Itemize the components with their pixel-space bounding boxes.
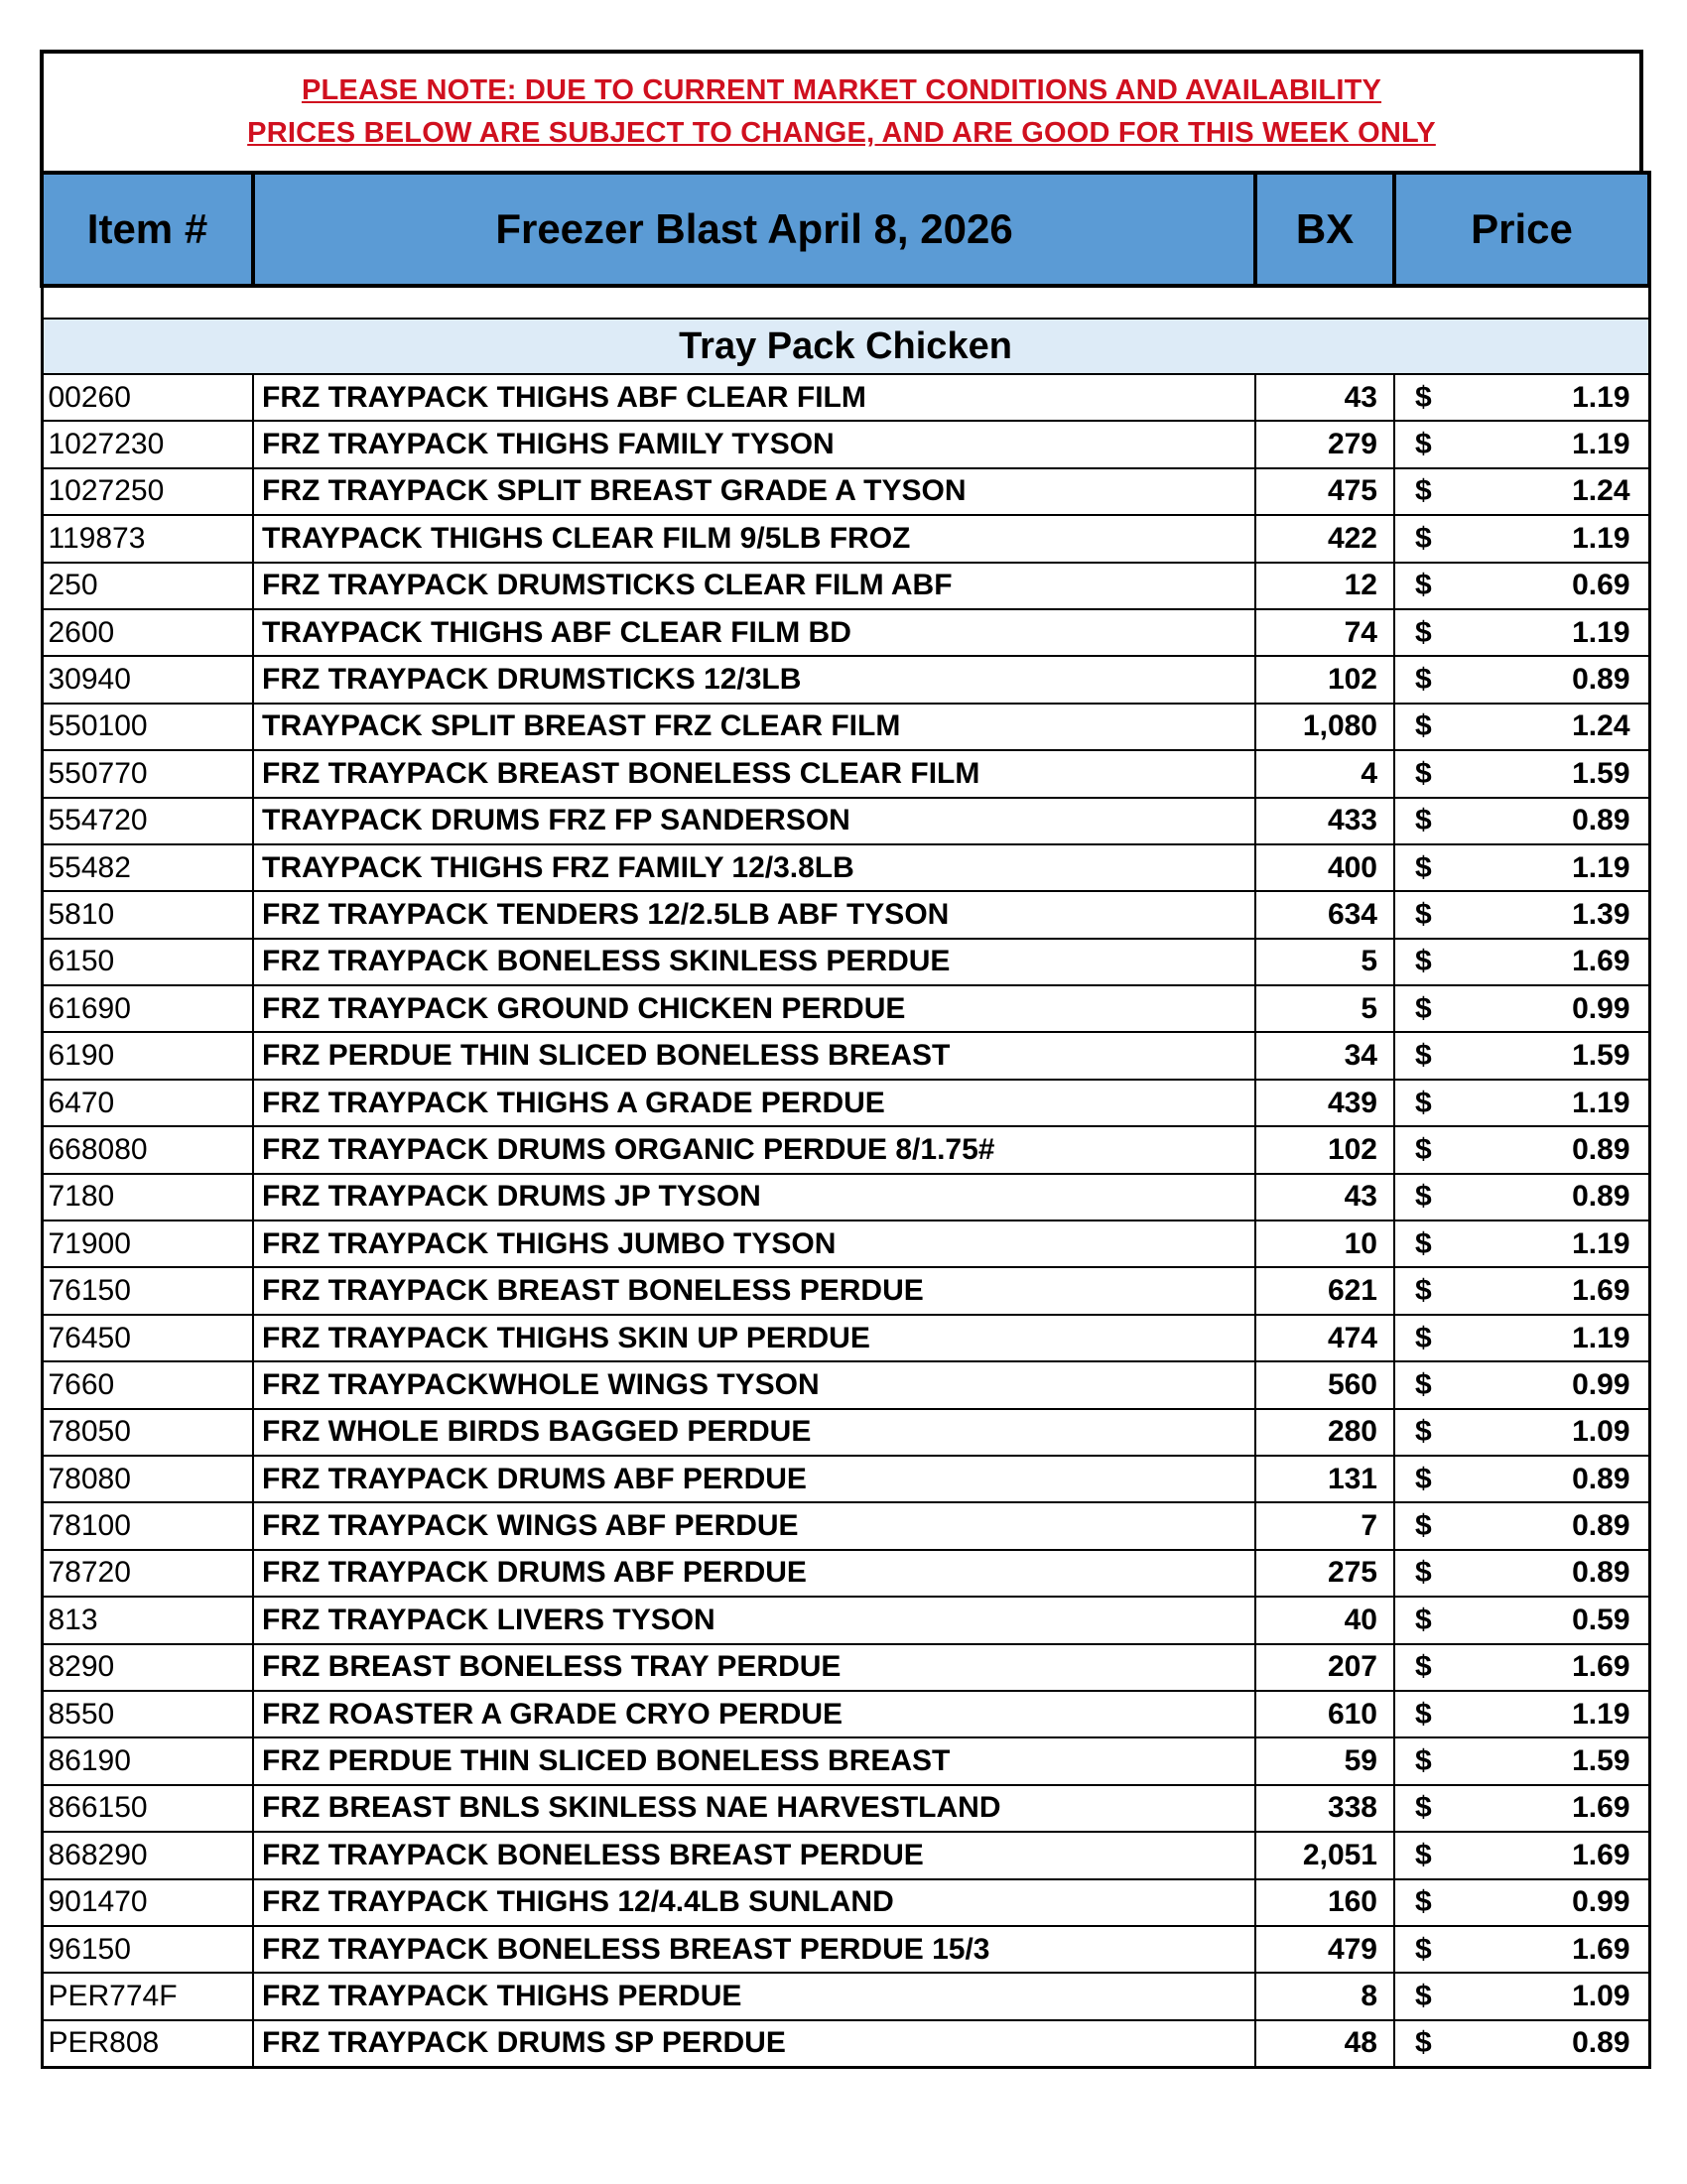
table-row <box>42 1267 1649 1314</box>
price-value: 1.59 <box>1572 1039 1630 1073</box>
box-count: 34 <box>1255 1032 1394 1079</box>
item-description: FRZ TRAYPACK GROUND CHICKEN PERDUE <box>253 985 1255 1032</box>
section-title: Tray Pack Chicken <box>42 319 1649 374</box>
table-row <box>42 421 1649 467</box>
item-description: FRZ TRAYPACK DRUMSTICKS CLEAR FILM ABF <box>253 563 1255 609</box>
item-description: TRAYPACK DRUMS FRZ FP SANDERSON <box>253 798 1255 844</box>
box-count: 43 <box>1255 374 1394 421</box>
currency-symbol: $ <box>1415 804 1432 837</box>
currency-symbol: $ <box>1415 991 1432 1025</box>
item-description: FRZ TRAYPACK BREAST BONELESS CLEAR FILM <box>253 750 1255 797</box>
item-price <box>1394 1597 1649 1643</box>
currency-symbol: $ <box>1415 1367 1432 1401</box>
currency-symbol: $ <box>1415 428 1432 461</box>
currency-symbol: $ <box>1415 756 1432 790</box>
price-value: 1.19 <box>1572 615 1630 649</box>
table-row <box>42 374 1649 421</box>
table-row <box>42 1691 1649 1737</box>
table-row <box>42 1080 1649 1126</box>
price-value: 1.69 <box>1572 945 1630 978</box>
currency-symbol: $ <box>1415 1226 1432 1260</box>
item-price <box>1394 1926 1649 1973</box>
table-row <box>42 1832 1649 1878</box>
item-price <box>1394 1080 1649 1126</box>
item-description: FRZ TRAYPACK THIGHS ABF CLEAR FILM <box>253 374 1255 421</box>
item-description: FRZ TRAYPACK DRUMSTICKS 12/3LB <box>253 656 1255 703</box>
price-value: 1.69 <box>1572 1791 1630 1825</box>
table-row <box>42 1126 1649 1173</box>
item-number: 6470 <box>42 1080 253 1126</box>
item-description: TRAYPACK THIGHS ABF CLEAR FILM BD <box>253 609 1255 656</box>
table-row <box>42 1973 1649 2019</box>
box-count: 160 <box>1255 1879 1394 1926</box>
item-price <box>1394 985 1649 1032</box>
item-description: FRZ WHOLE BIRDS BAGGED PERDUE <box>253 1409 1255 1456</box>
item-price <box>1394 1267 1649 1314</box>
currency-symbol: $ <box>1415 1697 1432 1731</box>
item-description: FRZ TRAYPACKWHOLE WINGS TYSON <box>253 1361 1255 1408</box>
item-number: 2600 <box>42 609 253 656</box>
item-price <box>1394 1409 1649 1456</box>
price-value: 1.69 <box>1572 1274 1630 1308</box>
item-description: FRZ TRAYPACK THIGHS PERDUE <box>253 1973 1255 2019</box>
table-row <box>42 798 1649 844</box>
item-price <box>1394 1361 1649 1408</box>
item-number: 78050 <box>42 1409 253 1456</box>
item-description: FRZ TRAYPACK LIVERS TYSON <box>253 1597 1255 1643</box>
currency-symbol: $ <box>1415 1791 1432 1825</box>
currency-symbol: $ <box>1415 380 1432 414</box>
item-number: 6190 <box>42 1032 253 1079</box>
item-price <box>1394 515 1649 562</box>
currency-symbol: $ <box>1415 1838 1432 1871</box>
item-price <box>1394 609 1649 656</box>
currency-symbol: $ <box>1415 1086 1432 1119</box>
item-price <box>1394 468 1649 515</box>
box-count: 400 <box>1255 844 1394 891</box>
item-number: 78100 <box>42 1502 253 1549</box>
item-price <box>1394 374 1649 421</box>
price-value: 0.69 <box>1572 569 1630 602</box>
item-description: FRZ TRAYPACK TENDERS 12/2.5LB ABF TYSON <box>253 891 1255 938</box>
currency-symbol: $ <box>1415 1039 1432 1073</box>
currency-symbol: $ <box>1415 1462 1432 1495</box>
item-description: FRZ TRAYPACK BONELESS SKINLESS PERDUE <box>253 939 1255 985</box>
item-description: TRAYPACK THIGHS CLEAR FILM 9/5LB FROZ <box>253 515 1255 562</box>
currency-symbol: $ <box>1415 709 1432 743</box>
currency-symbol: $ <box>1415 1556 1432 1590</box>
table-row <box>42 515 1649 562</box>
price-value: 0.89 <box>1572 1132 1630 1166</box>
currency-symbol: $ <box>1415 850 1432 884</box>
table-row <box>42 656 1649 703</box>
price-value: 0.89 <box>1572 663 1630 697</box>
item-number: 30940 <box>42 656 253 703</box>
box-count: 74 <box>1255 609 1394 656</box>
table-row <box>42 844 1649 891</box>
item-price <box>1394 939 1649 985</box>
price-value: 0.89 <box>1572 2026 1630 2060</box>
table-row <box>42 609 1649 656</box>
box-count: 10 <box>1255 1220 1394 1267</box>
price-table <box>40 171 1651 2069</box>
box-count: 560 <box>1255 1361 1394 1408</box>
item-number: PER774F <box>42 1973 253 2019</box>
table-row <box>42 985 1649 1032</box>
item-price <box>1394 1126 1649 1173</box>
item-rows <box>42 374 1649 2068</box>
item-description: FRZ TRAYPACK THIGHS 12/4.4LB SUNLAND <box>253 1879 1255 1926</box>
item-description: FRZ TRAYPACK THIGHS JUMBO TYSON <box>253 1220 1255 1267</box>
item-number: 5810 <box>42 891 253 938</box>
box-count: 479 <box>1255 1926 1394 1973</box>
box-count: 475 <box>1255 468 1394 515</box>
header-price: Price <box>1394 173 1649 286</box>
price-value: 1.59 <box>1572 1744 1630 1778</box>
currency-symbol: $ <box>1415 945 1432 978</box>
currency-symbol: $ <box>1415 663 1432 697</box>
item-number: 7660 <box>42 1361 253 1408</box>
header-item: Item # <box>42 173 253 286</box>
currency-symbol: $ <box>1415 1274 1432 1308</box>
price-value: 1.19 <box>1572 380 1630 414</box>
price-value: 1.24 <box>1572 474 1630 508</box>
box-count: 433 <box>1255 798 1394 844</box>
table-row <box>42 468 1649 515</box>
box-count: 275 <box>1255 1550 1394 1597</box>
price-value: 1.69 <box>1572 1932 1630 1966</box>
table-row <box>42 1220 1649 1267</box>
box-count: 474 <box>1255 1315 1394 1361</box>
item-number: 76450 <box>42 1315 253 1361</box>
item-price <box>1394 1691 1649 1737</box>
price-value: 0.99 <box>1572 991 1630 1025</box>
item-description: FRZ TRAYPACK BONELESS BREAST PERDUE <box>253 1832 1255 1878</box>
item-number: 1027230 <box>42 421 253 467</box>
table-row <box>42 1597 1649 1643</box>
item-price <box>1394 704 1649 750</box>
item-description: FRZ TRAYPACK BONELESS BREAST PERDUE 15/3 <box>253 1926 1255 1973</box>
currency-symbol: $ <box>1415 1650 1432 1684</box>
item-number: 8290 <box>42 1644 253 1691</box>
spacer-row <box>42 286 1649 319</box>
item-number: 00260 <box>42 374 253 421</box>
table-row <box>42 1409 1649 1456</box>
item-price <box>1394 1832 1649 1878</box>
box-count: 5 <box>1255 939 1394 985</box>
currency-symbol: $ <box>1415 1180 1432 1214</box>
currency-symbol: $ <box>1415 1744 1432 1778</box>
item-number: 866150 <box>42 1785 253 1832</box>
item-description: FRZ TRAYPACK WINGS ABF PERDUE <box>253 1502 1255 1549</box>
table-row <box>42 939 1649 985</box>
market-notice <box>40 50 1643 171</box>
box-count: 43 <box>1255 1174 1394 1220</box>
item-number: 96150 <box>42 1926 253 1973</box>
item-description: FRZ TRAYPACK DRUMS ORGANIC PERDUE 8/1.75# <box>253 1126 1255 1173</box>
table-row <box>42 1315 1649 1361</box>
box-count: 439 <box>1255 1080 1394 1126</box>
price-value: 0.59 <box>1572 1603 1630 1636</box>
item-price <box>1394 1785 1649 1832</box>
item-price <box>1394 1174 1649 1220</box>
item-price <box>1394 1644 1649 1691</box>
price-value: 1.19 <box>1572 1226 1630 1260</box>
item-number: 78080 <box>42 1456 253 1502</box>
currency-symbol: $ <box>1415 1603 1432 1636</box>
box-count: 102 <box>1255 656 1394 703</box>
price-value: 1.24 <box>1572 709 1630 743</box>
item-description: FRZ TRAYPACK SPLIT BREAST GRADE A TYSON <box>253 468 1255 515</box>
item-price <box>1394 750 1649 797</box>
price-value: 0.99 <box>1572 1885 1630 1919</box>
price-value: 1.09 <box>1572 1415 1630 1449</box>
table-row <box>42 1737 1649 1784</box>
header-title: Freezer Blast April 8, 2026 <box>253 173 1255 286</box>
item-description: FRZ PERDUE THIN SLICED BONELESS BREAST <box>253 1737 1255 1784</box>
item-number: 554720 <box>42 798 253 844</box>
price-value: 1.19 <box>1572 850 1630 884</box>
notice-line-2: PRICES BELOW ARE SUBJECT TO CHANGE, AND ARE GOOD FOR THIS WEEK ONLY <box>247 117 1436 149</box>
item-price <box>1394 1973 1649 2019</box>
price-sheet <box>40 50 1643 2069</box>
item-number: 1027250 <box>42 468 253 515</box>
price-value: 1.19 <box>1572 521 1630 555</box>
item-price <box>1394 1737 1649 1784</box>
price-value: 0.89 <box>1572 1509 1630 1543</box>
item-number: 86190 <box>42 1737 253 1784</box>
table-row <box>42 1879 1649 1926</box>
item-description: FRZ BREAST BNLS SKINLESS NAE HARVESTLAND <box>253 1785 1255 1832</box>
item-number: 61690 <box>42 985 253 1032</box>
item-description: FRZ TRAYPACK DRUMS ABF PERDUE <box>253 1550 1255 1597</box>
item-description: FRZ TRAYPACK DRUMS ABF PERDUE <box>253 1456 1255 1502</box>
item-number: 550770 <box>42 750 253 797</box>
item-number: 78720 <box>42 1550 253 1597</box>
box-count: 5 <box>1255 985 1394 1032</box>
price-value: 0.89 <box>1572 1462 1630 1495</box>
table-row <box>42 1785 1649 1832</box>
currency-symbol: $ <box>1415 1132 1432 1166</box>
box-count: 338 <box>1255 1785 1394 1832</box>
item-description: TRAYPACK THIGHS FRZ FAMILY 12/3.8LB <box>253 844 1255 891</box>
box-count: 610 <box>1255 1691 1394 1737</box>
item-price <box>1394 1456 1649 1502</box>
section-row <box>42 319 1649 374</box>
currency-symbol: $ <box>1415 1885 1432 1919</box>
currency-symbol: $ <box>1415 1509 1432 1543</box>
price-value: 1.19 <box>1572 1086 1630 1119</box>
currency-symbol: $ <box>1415 474 1432 508</box>
item-description: TRAYPACK SPLIT BREAST FRZ CLEAR FILM <box>253 704 1255 750</box>
box-count: 1,080 <box>1255 704 1394 750</box>
item-price <box>1394 1220 1649 1267</box>
item-number: 813 <box>42 1597 253 1643</box>
item-description: FRZ TRAYPACK DRUMS SP PERDUE <box>253 2020 1255 2068</box>
box-count: 280 <box>1255 1409 1394 1456</box>
box-count: 279 <box>1255 421 1394 467</box>
price-value: 1.09 <box>1572 1979 1630 2012</box>
item-price <box>1394 1550 1649 1597</box>
box-count: 102 <box>1255 1126 1394 1173</box>
item-number: 868290 <box>42 1832 253 1878</box>
price-value: 0.89 <box>1572 1556 1630 1590</box>
price-value: 0.89 <box>1572 804 1630 837</box>
price-value: 1.69 <box>1572 1838 1630 1871</box>
box-count: 4 <box>1255 750 1394 797</box>
item-number: 119873 <box>42 515 253 562</box>
price-value: 1.19 <box>1572 428 1630 461</box>
currency-symbol: $ <box>1415 1979 1432 2012</box>
header-bx: BX <box>1255 173 1394 286</box>
item-number: PER808 <box>42 2020 253 2068</box>
price-value: 1.59 <box>1572 756 1630 790</box>
table-row <box>42 1502 1649 1549</box>
box-count: 59 <box>1255 1737 1394 1784</box>
item-price <box>1394 421 1649 467</box>
item-price <box>1394 798 1649 844</box>
item-number: 7180 <box>42 1174 253 1220</box>
item-description: FRZ TRAYPACK THIGHS A GRADE PERDUE <box>253 1080 1255 1126</box>
box-count: 48 <box>1255 2020 1394 2068</box>
price-value: 1.69 <box>1572 1650 1630 1684</box>
box-count: 131 <box>1255 1456 1394 1502</box>
item-price <box>1394 1032 1649 1079</box>
item-number: 550100 <box>42 704 253 750</box>
item-price <box>1394 1315 1649 1361</box>
table-row <box>42 1032 1649 1079</box>
item-number: 76150 <box>42 1267 253 1314</box>
item-price <box>1394 1502 1649 1549</box>
item-price <box>1394 563 1649 609</box>
item-number: 901470 <box>42 1879 253 1926</box>
item-number: 55482 <box>42 844 253 891</box>
box-count: 621 <box>1255 1267 1394 1314</box>
item-description: FRZ TRAYPACK THIGHS FAMILY TYSON <box>253 421 1255 467</box>
table-row <box>42 1361 1649 1408</box>
item-description: FRZ ROASTER A GRADE CRYO PERDUE <box>253 1691 1255 1737</box>
price-value: 0.99 <box>1572 1367 1630 1401</box>
price-value: 0.89 <box>1572 1180 1630 1214</box>
currency-symbol: $ <box>1415 615 1432 649</box>
item-number: 668080 <box>42 1126 253 1173</box>
price-value: 1.39 <box>1572 897 1630 931</box>
currency-symbol: $ <box>1415 2026 1432 2060</box>
box-count: 634 <box>1255 891 1394 938</box>
item-price <box>1394 891 1649 938</box>
currency-symbol: $ <box>1415 897 1432 931</box>
item-description: FRZ TRAYPACK DRUMS JP TYSON <box>253 1174 1255 1220</box>
item-number: 6150 <box>42 939 253 985</box>
currency-symbol: $ <box>1415 521 1432 555</box>
currency-symbol: $ <box>1415 1321 1432 1354</box>
box-count: 2,051 <box>1255 1832 1394 1878</box>
box-count: 7 <box>1255 1502 1394 1549</box>
table-row <box>42 1174 1649 1220</box>
item-description: FRZ PERDUE THIN SLICED BONELESS BREAST <box>253 1032 1255 1079</box>
item-price <box>1394 656 1649 703</box>
item-number: 8550 <box>42 1691 253 1737</box>
box-count: 8 <box>1255 1973 1394 2019</box>
notice-line-1: PLEASE NOTE: DUE TO CURRENT MARKET CONDITIONS AND AVAILABILITY <box>301 74 1382 106</box>
table-row <box>42 1926 1649 1973</box>
table-row <box>42 891 1649 938</box>
box-count: 207 <box>1255 1644 1394 1691</box>
item-description: FRZ BREAST BONELESS TRAY PERDUE <box>253 1644 1255 1691</box>
table-row <box>42 563 1649 609</box>
item-description: FRZ TRAYPACK BREAST BONELESS PERDUE <box>253 1267 1255 1314</box>
price-value: 1.19 <box>1572 1321 1630 1354</box>
table-row <box>42 1456 1649 1502</box>
item-price <box>1394 844 1649 891</box>
item-description: FRZ TRAYPACK THIGHS SKIN UP PERDUE <box>253 1315 1255 1361</box>
item-number: 250 <box>42 563 253 609</box>
table-row <box>42 704 1649 750</box>
header-row <box>42 173 1649 286</box>
price-value: 1.19 <box>1572 1697 1630 1731</box>
currency-symbol: $ <box>1415 569 1432 602</box>
table-row <box>42 1550 1649 1597</box>
box-count: 40 <box>1255 1597 1394 1643</box>
currency-symbol: $ <box>1415 1415 1432 1449</box>
item-number: 71900 <box>42 1220 253 1267</box>
table-row <box>42 2020 1649 2068</box>
box-count: 422 <box>1255 515 1394 562</box>
item-price <box>1394 2020 1649 2068</box>
table-row <box>42 1644 1649 1691</box>
table-row <box>42 750 1649 797</box>
box-count: 12 <box>1255 563 1394 609</box>
item-price <box>1394 1879 1649 1926</box>
currency-symbol: $ <box>1415 1932 1432 1966</box>
